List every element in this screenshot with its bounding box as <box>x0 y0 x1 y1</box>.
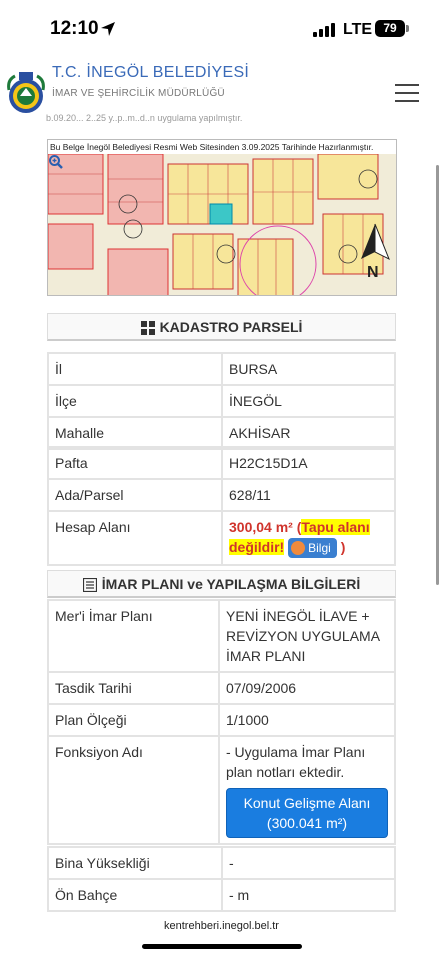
paren-open: ( <box>296 519 302 535</box>
kadastro-title-label: KADASTRO PARSELİ <box>159 319 303 335</box>
pafta-label: Pafta <box>48 447 222 479</box>
bina-yuksekligi-value: - <box>222 847 395 879</box>
status-time: 12:10 <box>50 18 99 39</box>
zoom-icon[interactable] <box>48 154 64 170</box>
map-canvas[interactable] <box>48 154 397 296</box>
fonksiyon-label: Fonksiyon Adı <box>48 736 219 844</box>
bina-yuksekligi-label: Bina Yüksekliği <box>48 847 222 879</box>
konut-gelisme-button[interactable]: Konut Gelişme Alanı (300.041 m²) <box>226 788 388 838</box>
table-row <box>48 847 395 879</box>
table-row <box>48 385 395 417</box>
clipped-note: b.09.20... 2..25 y..p..m..d..n uygulama yapılmıştır. <box>46 113 243 123</box>
grid-icon <box>141 321 155 335</box>
pafta-value: H22C15D1A <box>222 447 395 479</box>
tasdik-tarihi-label: Tasdik Tarihi <box>48 672 219 704</box>
org-name[interactable]: T.C. İNEGÖL BELEDİYESİ <box>52 64 250 81</box>
il-label: İl <box>48 353 222 385</box>
ilce-value: İNEGÖL <box>222 385 395 417</box>
il-value: BURSA <box>222 353 395 385</box>
imar-table <box>47 599 396 845</box>
plan-olcegi-label: Plan Ölçeği <box>48 704 219 736</box>
imar-title <box>47 570 396 598</box>
battery-icon: 79 <box>375 20 405 37</box>
municipality-logo[interactable] <box>6 70 46 118</box>
hesap-alani-cell <box>222 511 395 565</box>
kadastro-title <box>47 313 396 341</box>
status-bar <box>0 0 443 60</box>
table-row <box>48 600 395 672</box>
table-row <box>48 704 395 736</box>
home-indicator[interactable] <box>142 944 302 949</box>
tapu-note: Tapu alanı değildir! <box>229 519 370 555</box>
fonksiyon-cell <box>219 736 395 844</box>
yapi-table <box>47 846 396 912</box>
info-globe-icon <box>291 541 305 555</box>
browser-address-bar[interactable] <box>0 912 443 960</box>
meri-imar-value: YENİ İNEGÖL İLAVE + REVİZYON UYGULAMA İMAR PLANI <box>219 600 395 672</box>
hesap-alani-label: Hesap Alanı <box>48 511 222 565</box>
north-label: N <box>367 264 379 281</box>
kadastro-table-location <box>47 352 396 450</box>
table-row <box>48 417 395 449</box>
hamburger-menu-icon[interactable] <box>395 84 419 102</box>
location-arrow-icon <box>100 21 116 37</box>
ilce-label: İlçe <box>48 385 222 417</box>
parcel-map[interactable] <box>47 139 397 296</box>
bilgi-button[interactable] <box>288 538 337 558</box>
table-row <box>48 879 395 911</box>
table-row <box>48 447 395 479</box>
table-row <box>48 672 395 704</box>
signal-icon <box>313 23 337 37</box>
on-bahce-label: Ön Bahçe <box>48 879 222 911</box>
tasdik-tarihi-value: 07/09/2006 <box>219 672 395 704</box>
kadastro-table-parcel <box>47 446 396 566</box>
table-row <box>48 479 395 511</box>
table-row <box>48 736 395 844</box>
scrollbar[interactable] <box>436 165 439 585</box>
mahalle-label: Mahalle <box>48 417 222 449</box>
on-bahce-value: - m <box>222 879 395 911</box>
network-label: LTE <box>343 21 373 38</box>
imar-title-label: İMAR PLANI ve YAPILAŞMA BİLGİLERİ <box>101 576 361 592</box>
bilgi-label: Bilgi <box>308 541 331 556</box>
table-row <box>48 353 395 385</box>
document-list-icon <box>83 578 97 592</box>
hesap-alani-value: 300,04 m² <box>229 519 293 535</box>
ada-parsel-label: Ada/Parsel <box>48 479 222 511</box>
url-text[interactable]: kentrehberi.inegol.bel.tr <box>164 920 279 932</box>
mahalle-value: AKHİSAR <box>222 417 395 449</box>
plan-olcegi-value: 1/1000 <box>219 704 395 736</box>
dept-name: İMAR VE ŞEHİRCİLİK MÜDÜRLÜĞÜ <box>52 88 225 99</box>
meri-imar-label: Mer'i İmar Planı <box>48 600 219 672</box>
paren-close: ) <box>340 539 346 555</box>
fonksiyon-value: - Uygulama İmar Planı plan notları ektedir. <box>226 744 366 780</box>
table-row <box>48 511 395 565</box>
map-caption: Bu Belge İnegöl Belediyesi Resmi Web Sitesinden 3.09.2025 Tarihinde Hazırlanmıştır. <box>48 140 396 154</box>
ada-parsel-value: 628/11 <box>222 479 395 511</box>
